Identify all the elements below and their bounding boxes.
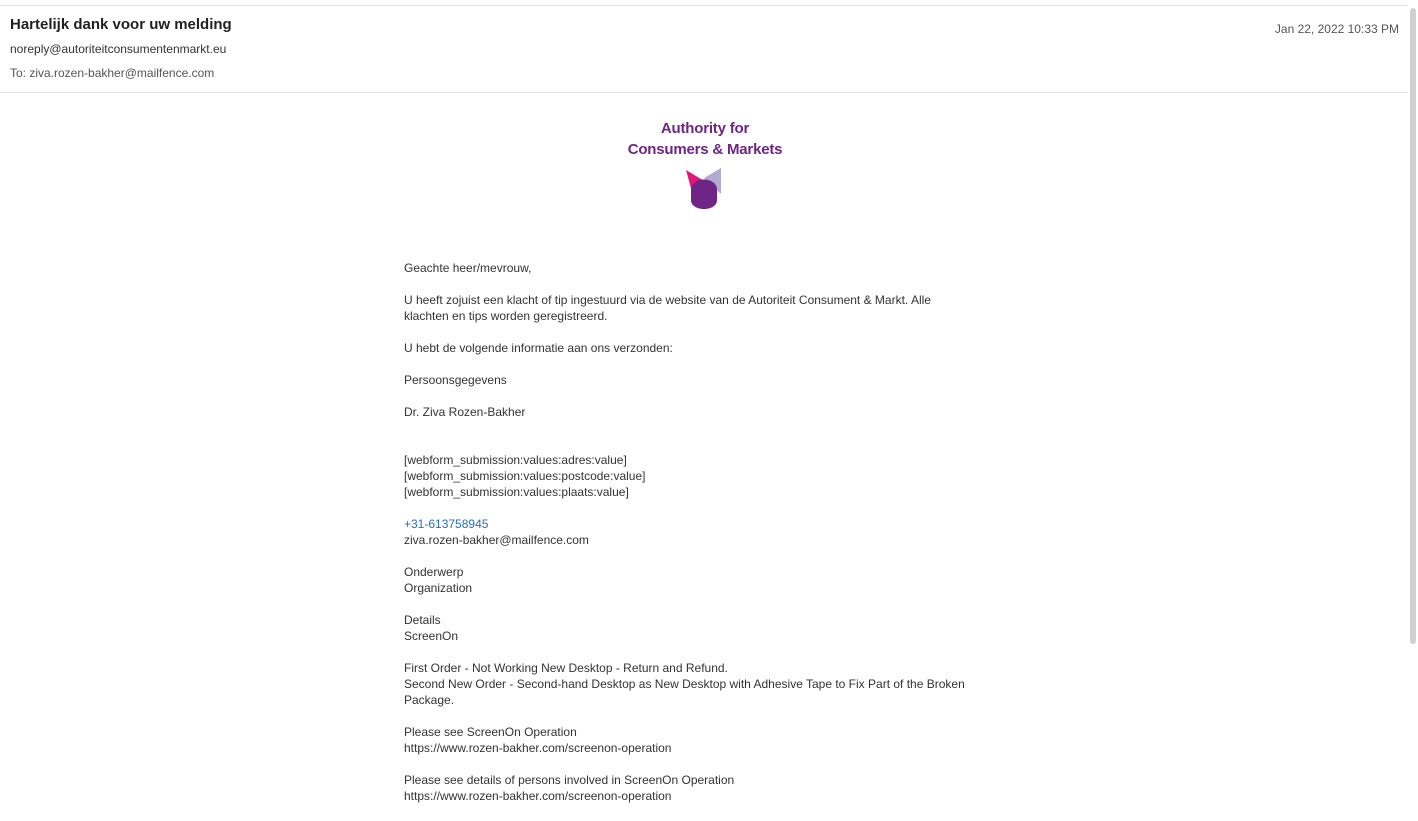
acm-logo-mark-icon [686,168,722,216]
order-2-line-2: Package. [404,693,455,707]
order-2-line-1: Second New Order - Second-hand Desktop as New Desktop with Adhesive Tape to Fix Part of the Broken [404,677,965,691]
greeting: Geachte heer/mevrouw, [404,261,532,275]
see-operation-label: Please see ScreenOn Operation [404,725,577,739]
details-label: Details [404,613,441,627]
phone-link[interactable]: +31-613758945 [404,517,489,531]
acm-logo [610,118,800,218]
order-1: First Order - Not Working New Desktop - Return and Refund. [404,661,728,675]
see-operation-url: https://www.rozen-bakher.com/screenon-operation [404,741,672,755]
address-placeholder: [webform_submission:values:adres:value] [404,453,627,467]
postcode-placeholder: [webform_submission:values:postcode:value] [404,469,646,483]
place-placeholder: [webform_submission:values:plaats:value] [404,485,629,499]
see-persons-label: Please see details of persons involved in ScreenOn Operation [404,773,735,787]
intro-line-1: U heeft zojuist een klacht of tip ingestuurd via de website van de Autoriteit Consument & Markt. Alle [404,293,931,307]
subject-value: Organization [404,581,473,595]
info-intro: U hebt de volgende informatie aan ons verzonden: [404,341,673,355]
logo-line-2: Consumers & Markets [627,141,783,158]
email-date: Jan 22, 2022 10:33 PM [1274,22,1399,36]
personal-heading: Persoonsgegevens [404,373,507,387]
scrollbar[interactable] [1409,0,1418,821]
logo-text [610,118,800,160]
recipient-address[interactable]: To: ziva.rozen-bakher@mailfence.com [10,66,215,80]
scrollbar-thumb[interactable] [1410,8,1416,644]
logo-line-1: Authority for [660,120,750,137]
email-body [404,260,1014,804]
sender-address[interactable]: noreply@autoriteitconsumentenmarkt.eu [10,42,227,56]
submitter-name: Dr. Ziva Rozen-Bakher [404,405,526,419]
email-header [0,6,1408,93]
see-persons-url: https://www.rozen-bakher.com/screenon-operation [404,789,672,803]
submitter-email: ziva.rozen-bakher@mailfence.com [404,533,589,547]
details-value: ScreenOn [404,629,459,643]
email-subject: Hartelijk dank voor uw melding [10,16,232,33]
intro-line-2: klachten en tips worden geregistreerd. [404,309,608,323]
subject-label: Onderwerp [404,565,464,579]
